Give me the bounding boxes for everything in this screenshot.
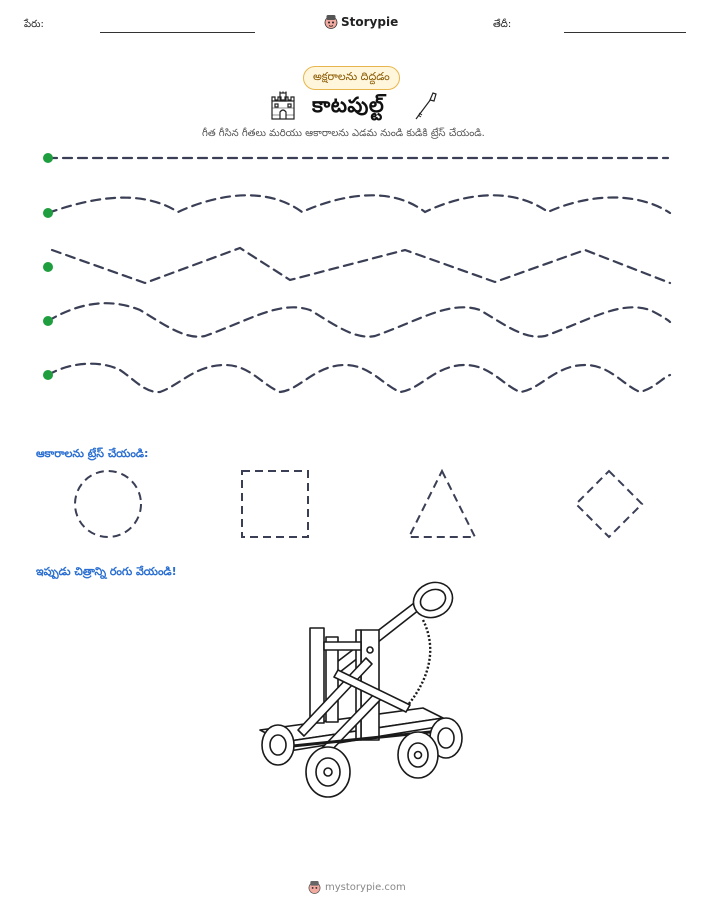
trace-square[interactable] bbox=[242, 471, 308, 537]
shapes-section-label: ఆకారాలను ట్రేస్ చేయండి: bbox=[36, 447, 149, 460]
castle-icon bbox=[268, 91, 298, 121]
tracing-lines bbox=[0, 140, 709, 400]
catapult-illustration[interactable] bbox=[238, 580, 470, 800]
start-dot bbox=[43, 208, 53, 218]
spear-icon bbox=[413, 91, 439, 121]
coloring-section-label: ఇప్పుడు చిత్రాన్ని రంగు వేయండి! bbox=[36, 565, 177, 578]
brand-name: Storypie bbox=[341, 14, 399, 29]
date-label: తేదీ: bbox=[493, 19, 512, 30]
trace-triangle[interactable] bbox=[409, 471, 475, 537]
start-dot bbox=[43, 262, 53, 272]
footer-url[interactable]: mystorypie.com bbox=[325, 881, 406, 893]
storypie-logo-icon bbox=[324, 14, 338, 29]
instruction-text: గీత గీసిన గీతలు మరియు ఆకారాలను ఎడమ నుండి కుడికి ట్రేస్ చేయండి. bbox=[202, 128, 485, 139]
worksheet-title: కాటపుల్ట్ bbox=[312, 93, 385, 117]
trace-diamond[interactable] bbox=[576, 471, 642, 537]
name-line[interactable] bbox=[100, 32, 255, 33]
tracing-shapes bbox=[0, 462, 709, 547]
trace-line-zigzag[interactable] bbox=[52, 248, 670, 283]
start-dot bbox=[43, 370, 53, 380]
brand-logo bbox=[324, 14, 398, 29]
storypie-logo-icon bbox=[308, 880, 321, 894]
trace-circle[interactable] bbox=[75, 471, 141, 537]
trace-line-deep-wave[interactable] bbox=[48, 303, 670, 336]
start-dot bbox=[43, 153, 53, 163]
trace-line-gentle-wave[interactable] bbox=[48, 195, 670, 213]
trace-line-bumpy-wave[interactable] bbox=[48, 364, 670, 392]
start-dot bbox=[43, 316, 53, 326]
date-line[interactable] bbox=[564, 32, 686, 33]
name-label: పేరు: bbox=[24, 19, 44, 30]
footer bbox=[308, 880, 406, 894]
worksheet-badge: అక్షరాలను దిద్దడం bbox=[303, 66, 400, 90]
